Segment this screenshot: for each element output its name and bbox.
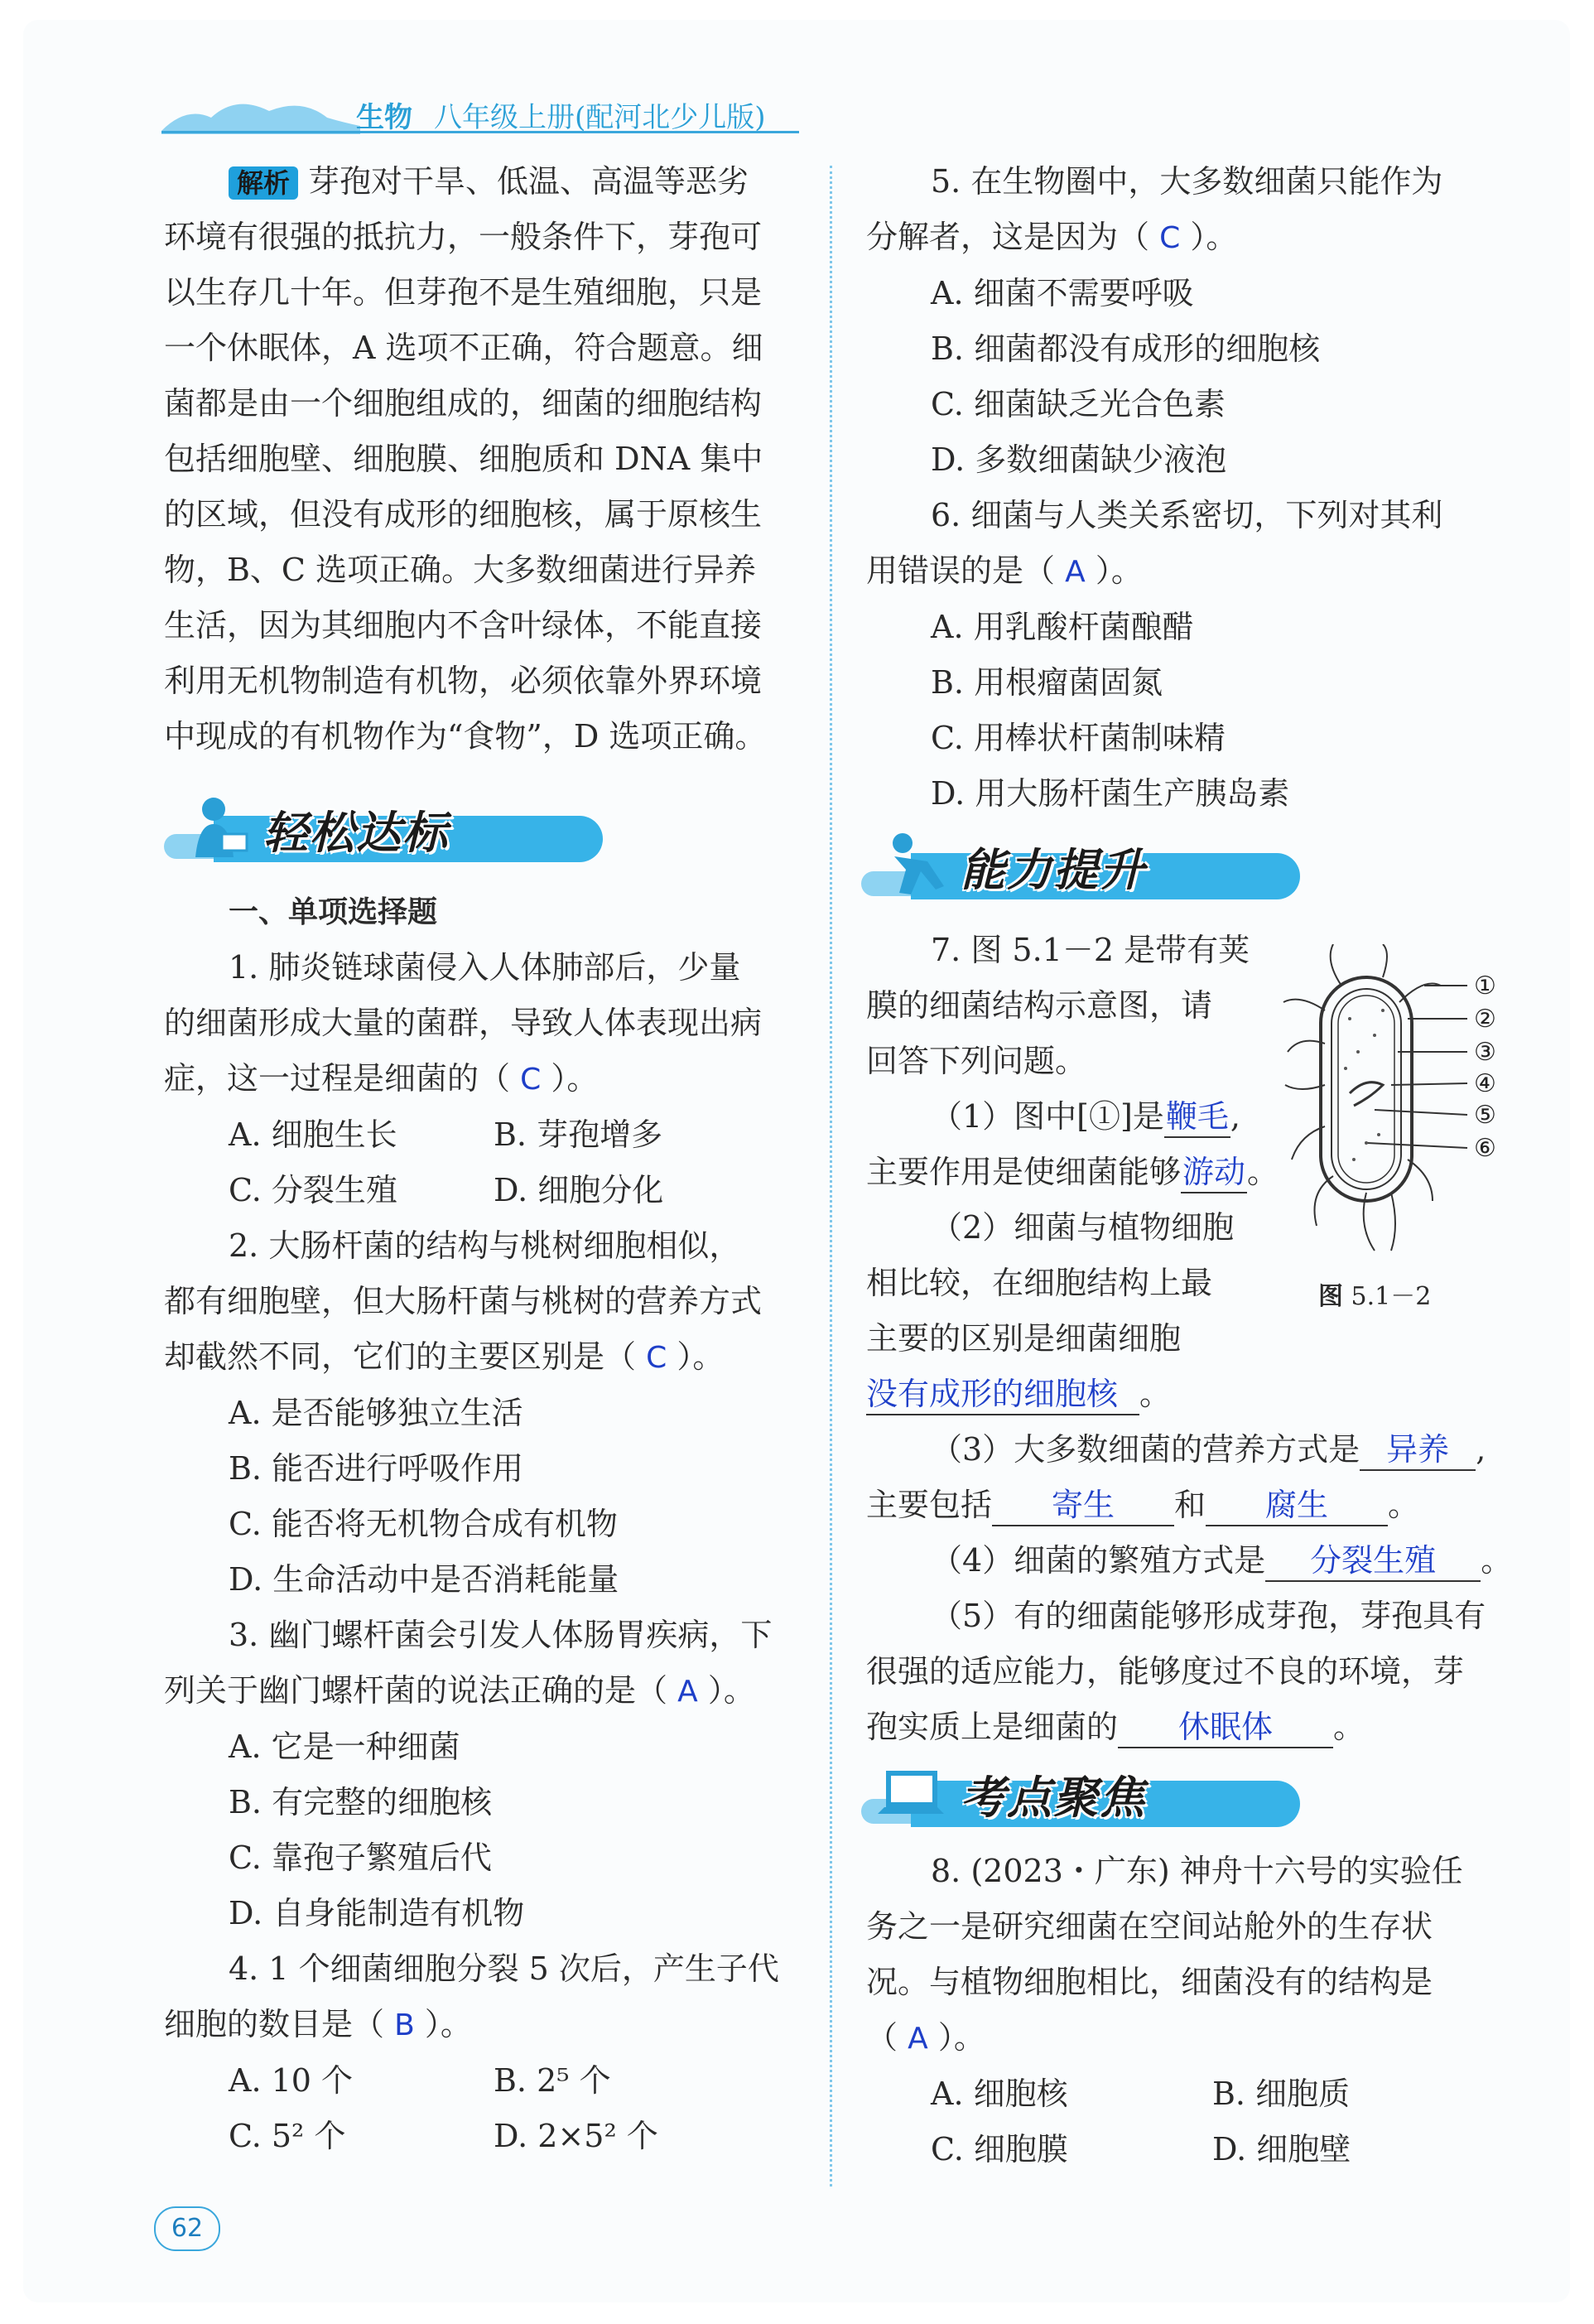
option: B. 2⁵ 个 (494, 2062, 611, 2099)
option: C. 分裂生殖 (229, 1172, 397, 1208)
section-heading: 一、单项选择题 (229, 895, 438, 929)
option: A. 它是一种细菌 (229, 1729, 460, 1765)
banner-focus (861, 1756, 1325, 1832)
q5-stem: 5. 在生物圈中，大多数细菌只能作为 (931, 163, 1443, 200)
q1-options (164, 1163, 810, 1218)
q1-answer: C (520, 1063, 542, 1097)
q4-stem: 细胞的数目是（ B ）。 (164, 2006, 472, 2042)
q6-answer: A (1065, 555, 1086, 589)
label-3: ③ (1474, 1038, 1496, 1067)
q7-part2: 主要的区别是细菌细胞 (866, 1320, 1182, 1357)
option: C. 5² 个 (229, 2118, 346, 2154)
option: C. 能否将无机物合成有机物 (229, 1506, 618, 1542)
option: D. 用大肠杆菌生产胰岛素 (931, 775, 1290, 812)
option: C. 细胞膜 (931, 2131, 1068, 2167)
q6-stem: 6. 细菌与人类关系密切，下列对其利 (931, 497, 1443, 533)
label-2: ② (1474, 1005, 1496, 1034)
q4-answer: B (394, 2008, 415, 2042)
q7-stem: 膜的细菌结构示意图，请 (866, 987, 1213, 1024)
q7-part5: （5）有的细菌能够形成芽孢，芽孢具有 (931, 1598, 1486, 1634)
option: D. 多数细菌缺少液泡 (931, 441, 1227, 478)
q3-answer: A (677, 1675, 698, 1709)
q7-stem: 回答下列问题。 (866, 1043, 1087, 1079)
option: A. 细胞生长 (229, 1116, 397, 1153)
q7-part2: 没有成形的细胞核 。 (866, 1367, 1512, 1422)
right-column-top (866, 154, 1512, 822)
option: A. 用乳酸杆菌酿醋 (931, 609, 1194, 645)
option: D. 生命活动中是否消耗能量 (229, 1561, 619, 1598)
q1-stem: 症，这一过程是细菌的（ C ）。 (164, 1060, 599, 1097)
bacterium-structure-diagram (1275, 944, 1507, 1259)
label-6: ⑥ (1474, 1134, 1496, 1163)
q7-part2: （2）细菌与植物细胞 (931, 1209, 1235, 1246)
option: D. 2×5² 个 (494, 2118, 658, 2154)
q4-options (164, 2053, 810, 2109)
q7-answer-6: 腐生 (1206, 1485, 1388, 1526)
q7-part1: （1）图中[①]是鞭毛, (866, 1089, 1512, 1145)
q8-stem: 务之一是研究细菌在空间站舱外的生存状 (866, 1908, 1433, 1945)
q4-options (164, 2109, 810, 2164)
option: D. 自身能制造有机物 (229, 1895, 525, 1931)
analysis-line: 物，B、C 选项正确。大多数细菌进行异养 (164, 552, 757, 588)
option: A. 细菌不需要呼吸 (931, 275, 1194, 311)
q7-part2: 相比较，在细胞结构上最 (866, 1265, 1213, 1301)
option: B. 用根瘤菌固氮 (931, 664, 1163, 701)
q7-answer-4: 异养 (1360, 1430, 1476, 1471)
analysis-line: 生活，因为其细胞内不含叶绿体，不能直接 (164, 607, 763, 644)
q2-stem: 2. 大肠杆菌的结构与桃树细胞相似， (229, 1227, 741, 1264)
banner-title: 轻松达标 (263, 807, 449, 859)
q8-stem: （ A ）。 (866, 2019, 985, 2056)
q7-answer-7: 分裂生殖 (1265, 1540, 1481, 1582)
column-divider (830, 166, 832, 2187)
label-1: ① (1474, 972, 1496, 1000)
q7-part3: 主要包括 寄生 和 腐生 。 (866, 1478, 1512, 1533)
running-figure-icon (878, 828, 961, 903)
q1-stem: 1. 肺炎链球菌侵入人体肺部后，少量 (229, 949, 741, 986)
analysis-line: 利用无机物制造有机物，必须依靠外界环境 (164, 663, 763, 699)
option: C. 靠孢子繁殖后代 (229, 1839, 492, 1876)
page-header (356, 94, 766, 135)
q3-stem: 3. 幽门螺杆菌会引发人体肠胃疾病，下 (229, 1617, 773, 1653)
q8-options (866, 2066, 1512, 2122)
option: A. 是否能够独立生活 (229, 1395, 523, 1431)
q7-part5: 很强的适应能力，能够度过不良的环境，芽 (866, 1653, 1465, 1690)
q2-stem: 都有细胞壁，但大肠杆菌与桃树的营养方式 (164, 1283, 763, 1319)
banner-basic (164, 791, 628, 867)
q5-answer: C (1159, 221, 1181, 255)
q6-stem: 用错误的是（ A ）。 (866, 552, 1143, 589)
analysis-line: 的区域，但没有成形的细胞核，属于原核生 (164, 496, 763, 533)
q7-answer-2: 游动 (1181, 1152, 1247, 1193)
reading-figure-icon (181, 791, 255, 865)
analysis-tag: 解析 (229, 166, 298, 200)
q4-stem: 4. 1 个细菌细胞分裂 5 次后，产生子代 (229, 1950, 779, 1987)
q2-stem: 却截然不同，它们的主要区别是（ C ）。 (164, 1338, 725, 1375)
analysis-line: 一个休眠体，A 选项不正确，符合题意。细 (164, 330, 763, 366)
header-subject: 生物 (356, 101, 412, 134)
banner-title: 考点聚焦 (961, 1772, 1146, 1824)
q8-options (866, 2122, 1512, 2177)
q5-stem: 分解者，这是因为（ C ）。 (866, 219, 1238, 255)
header-grade: 八年级上册(配河北少儿版) (434, 101, 766, 134)
header-wave-decoration (161, 89, 360, 134)
banner-title: 能力提升 (961, 844, 1146, 896)
analysis-line: 菌都是由一个细胞组成的，细菌的细胞结构 (164, 385, 763, 422)
q7-answer-3: 没有成形的细胞核 (866, 1374, 1139, 1415)
figure-caption: 图 5.1－2 (1318, 1282, 1432, 1311)
q7-part4: （4）细菌的繁殖方式是 分裂生殖 。 (866, 1533, 1512, 1589)
q7-part1: 主要作用是使细菌能够游动。 (866, 1145, 1512, 1200)
option: D. 细胞壁 (1212, 2131, 1351, 2167)
option: D. 细胞分化 (494, 1172, 664, 1208)
option: A. 细胞核 (931, 2076, 1068, 2112)
analysis-line: 中现成的有机物作为“食物”，D 选项正确。 (164, 718, 767, 755)
label-5: ⑤ (1474, 1101, 1496, 1130)
page-number: 62 (154, 2206, 220, 2251)
analysis-line: 环境有很强的抵抗力，一般条件下，芽孢可 (164, 219, 763, 255)
option: B. 能否进行呼吸作用 (229, 1450, 524, 1487)
option: C. 细菌缺乏光合色素 (931, 386, 1226, 422)
analysis-line: 解析 芽孢对干旱、低温、高温等恶劣 (164, 154, 810, 210)
q3-stem: 列关于幽门螺杆菌的说法正确的是（ A ）。 (164, 1672, 755, 1709)
q7-stem: 7. 图 5.1－2 是带有荚 (931, 932, 1250, 968)
q7-answer-1: 鞭毛 (1164, 1097, 1230, 1138)
q7-answer-8: 休眠体 (1118, 1707, 1333, 1748)
q1-stem: 的细菌形成大量的菌群，导致人体表现出病 (164, 1005, 763, 1041)
laptop-icon (878, 1756, 961, 1830)
q8-stem: 8. (2023・广东) 神舟十六号的实验任 (931, 1853, 1463, 1889)
analysis-line: 以生存几十年。但芽孢不是生殖细胞，只是 (164, 274, 763, 311)
left-column (164, 154, 810, 764)
q8-stem: 况。与植物细胞相比，细菌没有的结构是 (866, 1964, 1433, 2000)
analysis-line: 包括细胞壁、细胞膜、细胞质和 DNA 集中 (164, 441, 763, 477)
option: C. 用棒状杆菌制味精 (931, 720, 1226, 756)
label-4: ④ (1474, 1069, 1496, 1098)
q7-part5: 孢实质上是细菌的 休眠体 。 (866, 1700, 1512, 1755)
option: B. 有完整的细胞核 (229, 1784, 493, 1820)
left-questions (164, 885, 810, 2164)
q8-answer: A (908, 2022, 928, 2056)
option: B. 芽孢增多 (494, 1116, 663, 1153)
q1-options (164, 1107, 810, 1163)
banner-advanced (861, 828, 1325, 904)
q8-block (866, 1844, 1512, 2177)
option: A. 10 个 (229, 2062, 354, 2099)
q7-part3: （3）大多数细菌的营养方式是 异养 , (866, 1422, 1512, 1478)
q2-answer: C (646, 1341, 667, 1375)
q7-answer-5: 寄生 (992, 1485, 1174, 1526)
option: B. 细菌都没有成形的细胞核 (931, 330, 1321, 367)
option: B. 细胞质 (1212, 2076, 1351, 2112)
